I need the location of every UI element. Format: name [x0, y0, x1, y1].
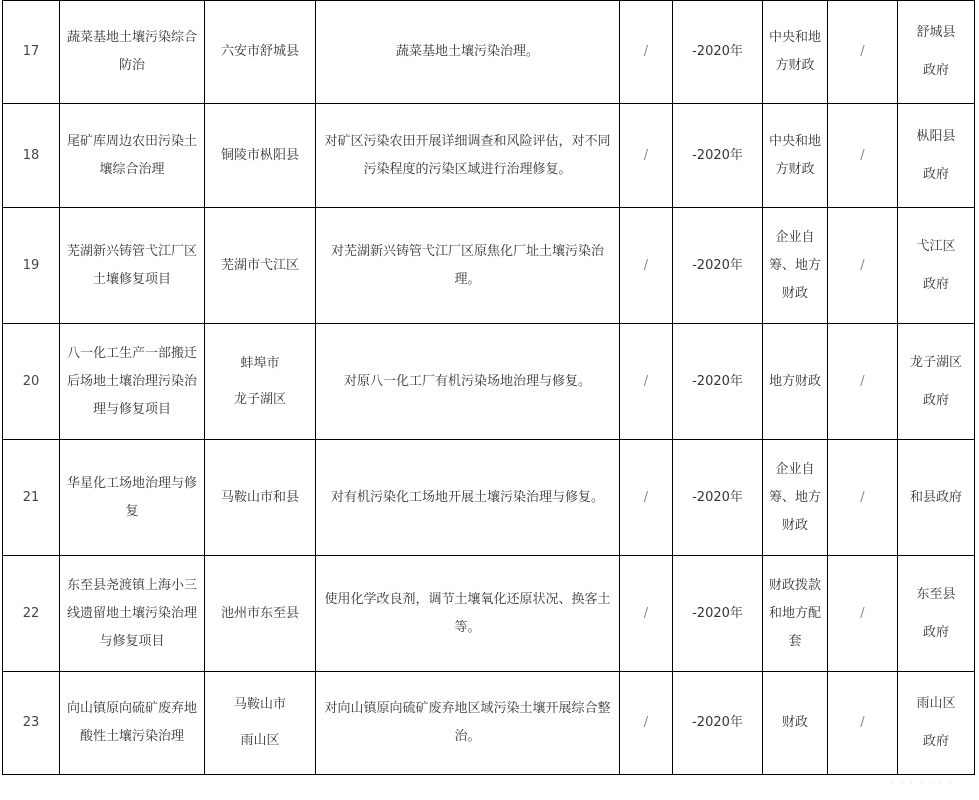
table-row — [3, 324, 975, 440]
project-location: 池州市东至县 — [205, 556, 316, 672]
responsible-dept — [898, 208, 975, 324]
empty-cell: / — [620, 556, 673, 672]
row-number: 19 — [3, 208, 60, 324]
project-location: 铜陵市枞阳县 — [205, 104, 316, 208]
completion-year: -2020年 — [673, 104, 763, 208]
responsible-dept — [898, 324, 975, 440]
empty-cell: / — [828, 672, 898, 775]
dept-line: 政府 — [922, 624, 949, 640]
empty-cell: / — [828, 440, 898, 556]
dept-line: 龙子湖区 — [909, 354, 962, 370]
project-content: 对芜湖新兴铸管弋江厂区原焦化厂址土壤污染治理。 — [316, 208, 620, 324]
row-number: 18 — [3, 104, 60, 208]
project-location — [205, 672, 316, 775]
table-row — [3, 556, 975, 672]
responsible-dept — [898, 556, 975, 672]
completion-year: -2020年 — [673, 324, 763, 440]
project-content: 对矿区污染农田开展详细调查和风险评估，对不同污染程度的污染区域进行治理修复。 — [316, 104, 620, 208]
project-content: 对向山镇原向硫矿废弃地区域污染土壤开展综合整治。 — [316, 672, 620, 775]
dept-line: 舒城县 — [916, 25, 956, 40]
funding-source: 地方财政 — [763, 324, 828, 440]
funding-source: 中央和地方财政 — [763, 104, 828, 208]
table-row — [3, 440, 975, 556]
empty-cell: / — [828, 104, 898, 208]
responsible-dept: 和县政府 — [898, 440, 975, 556]
project-name: 尾矿库周边农田污染土壤综合治理 — [60, 104, 205, 208]
row-number: 23 — [3, 672, 60, 775]
row-number: 22 — [3, 556, 60, 672]
empty-cell: / — [828, 1, 898, 104]
funding-source: 财政拨款和地方配套 — [763, 556, 828, 672]
location-line: 龙子湖区 — [233, 391, 286, 407]
project-name: 东至县尧渡镇上海小三线遗留地土壤污染治理与修复项目 — [60, 556, 205, 672]
project-location: 马鞍山市和县 — [205, 440, 316, 556]
project-name: 华星化工场地治理与修复 — [60, 440, 205, 556]
project-name: 蔬菜基地土壤污染综合防治 — [60, 1, 205, 104]
empty-cell: / — [828, 556, 898, 672]
dept-line: 政府 — [922, 392, 949, 408]
row-number: 17 — [3, 1, 60, 104]
location-line: 蚌埠市 — [240, 355, 280, 371]
dept-line: 雨山区 — [916, 696, 956, 711]
empty-cell: / — [620, 208, 673, 324]
table-row — [3, 104, 975, 208]
funding-source: 企业自筹、地方财政 — [763, 440, 828, 556]
project-table — [2, 0, 975, 775]
project-location: 六安市舒城县 — [205, 1, 316, 104]
project-name: 向山镇原向硫矿废弃地酸性土壤污染治理 — [60, 672, 205, 775]
empty-cell: / — [620, 324, 673, 440]
table-row — [3, 672, 975, 775]
watermark: · · · · · · · — [890, 776, 953, 790]
table-row — [3, 208, 975, 324]
project-content: 对有机污染化工场地开展土壤污染治理与修复。 — [316, 440, 620, 556]
project-location — [205, 324, 316, 440]
row-number: 21 — [3, 440, 60, 556]
row-number: 20 — [3, 324, 60, 440]
project-name: 八一化工生产一部搬迁后场地土壤治理污染治理与修复项目 — [60, 324, 205, 440]
project-content: 使用化学改良剂，调节土壤氧化还原状况、换客土等。 — [316, 556, 620, 672]
responsible-dept — [898, 1, 975, 104]
funding-source: 中央和地方财政 — [763, 1, 828, 104]
dept-line: 枞阳县 — [916, 128, 956, 144]
empty-cell: / — [620, 104, 673, 208]
funding-source: 财政 — [763, 672, 828, 775]
project-content: 对原八一化工厂有机污染场地治理与修复。 — [316, 324, 620, 440]
table-row — [3, 1, 975, 104]
completion-year: -2020年 — [673, 1, 763, 104]
project-location: 芜湖市弋江区 — [205, 208, 316, 324]
dept-line: 东至县 — [916, 586, 956, 602]
empty-cell: / — [620, 1, 673, 104]
empty-cell: / — [620, 440, 673, 556]
responsible-dept — [898, 104, 975, 208]
completion-year: -2020年 — [673, 556, 763, 672]
completion-year: -2020年 — [673, 440, 763, 556]
dept-line: 弋江区 — [916, 238, 956, 254]
empty-cell: / — [828, 324, 898, 440]
location-line: 马鞍山市 — [233, 697, 286, 712]
dept-line: 政府 — [922, 63, 949, 78]
dept-line: 政府 — [922, 734, 949, 749]
responsible-dept — [898, 672, 975, 775]
funding-source: 企业自筹、地方财政 — [763, 208, 828, 324]
completion-year: -2020年 — [673, 208, 763, 324]
project-name: 芜湖新兴铸管弋江厂区土壤修复项目 — [60, 208, 205, 324]
location-line: 雨山区 — [240, 733, 280, 748]
completion-year: -2020年 — [673, 672, 763, 775]
project-content: 蔬菜基地土壤污染治理。 — [316, 1, 620, 104]
dept-line: 政府 — [922, 166, 949, 182]
empty-cell: / — [620, 672, 673, 775]
empty-cell: / — [828, 208, 898, 324]
dept-line: 政府 — [922, 276, 949, 292]
